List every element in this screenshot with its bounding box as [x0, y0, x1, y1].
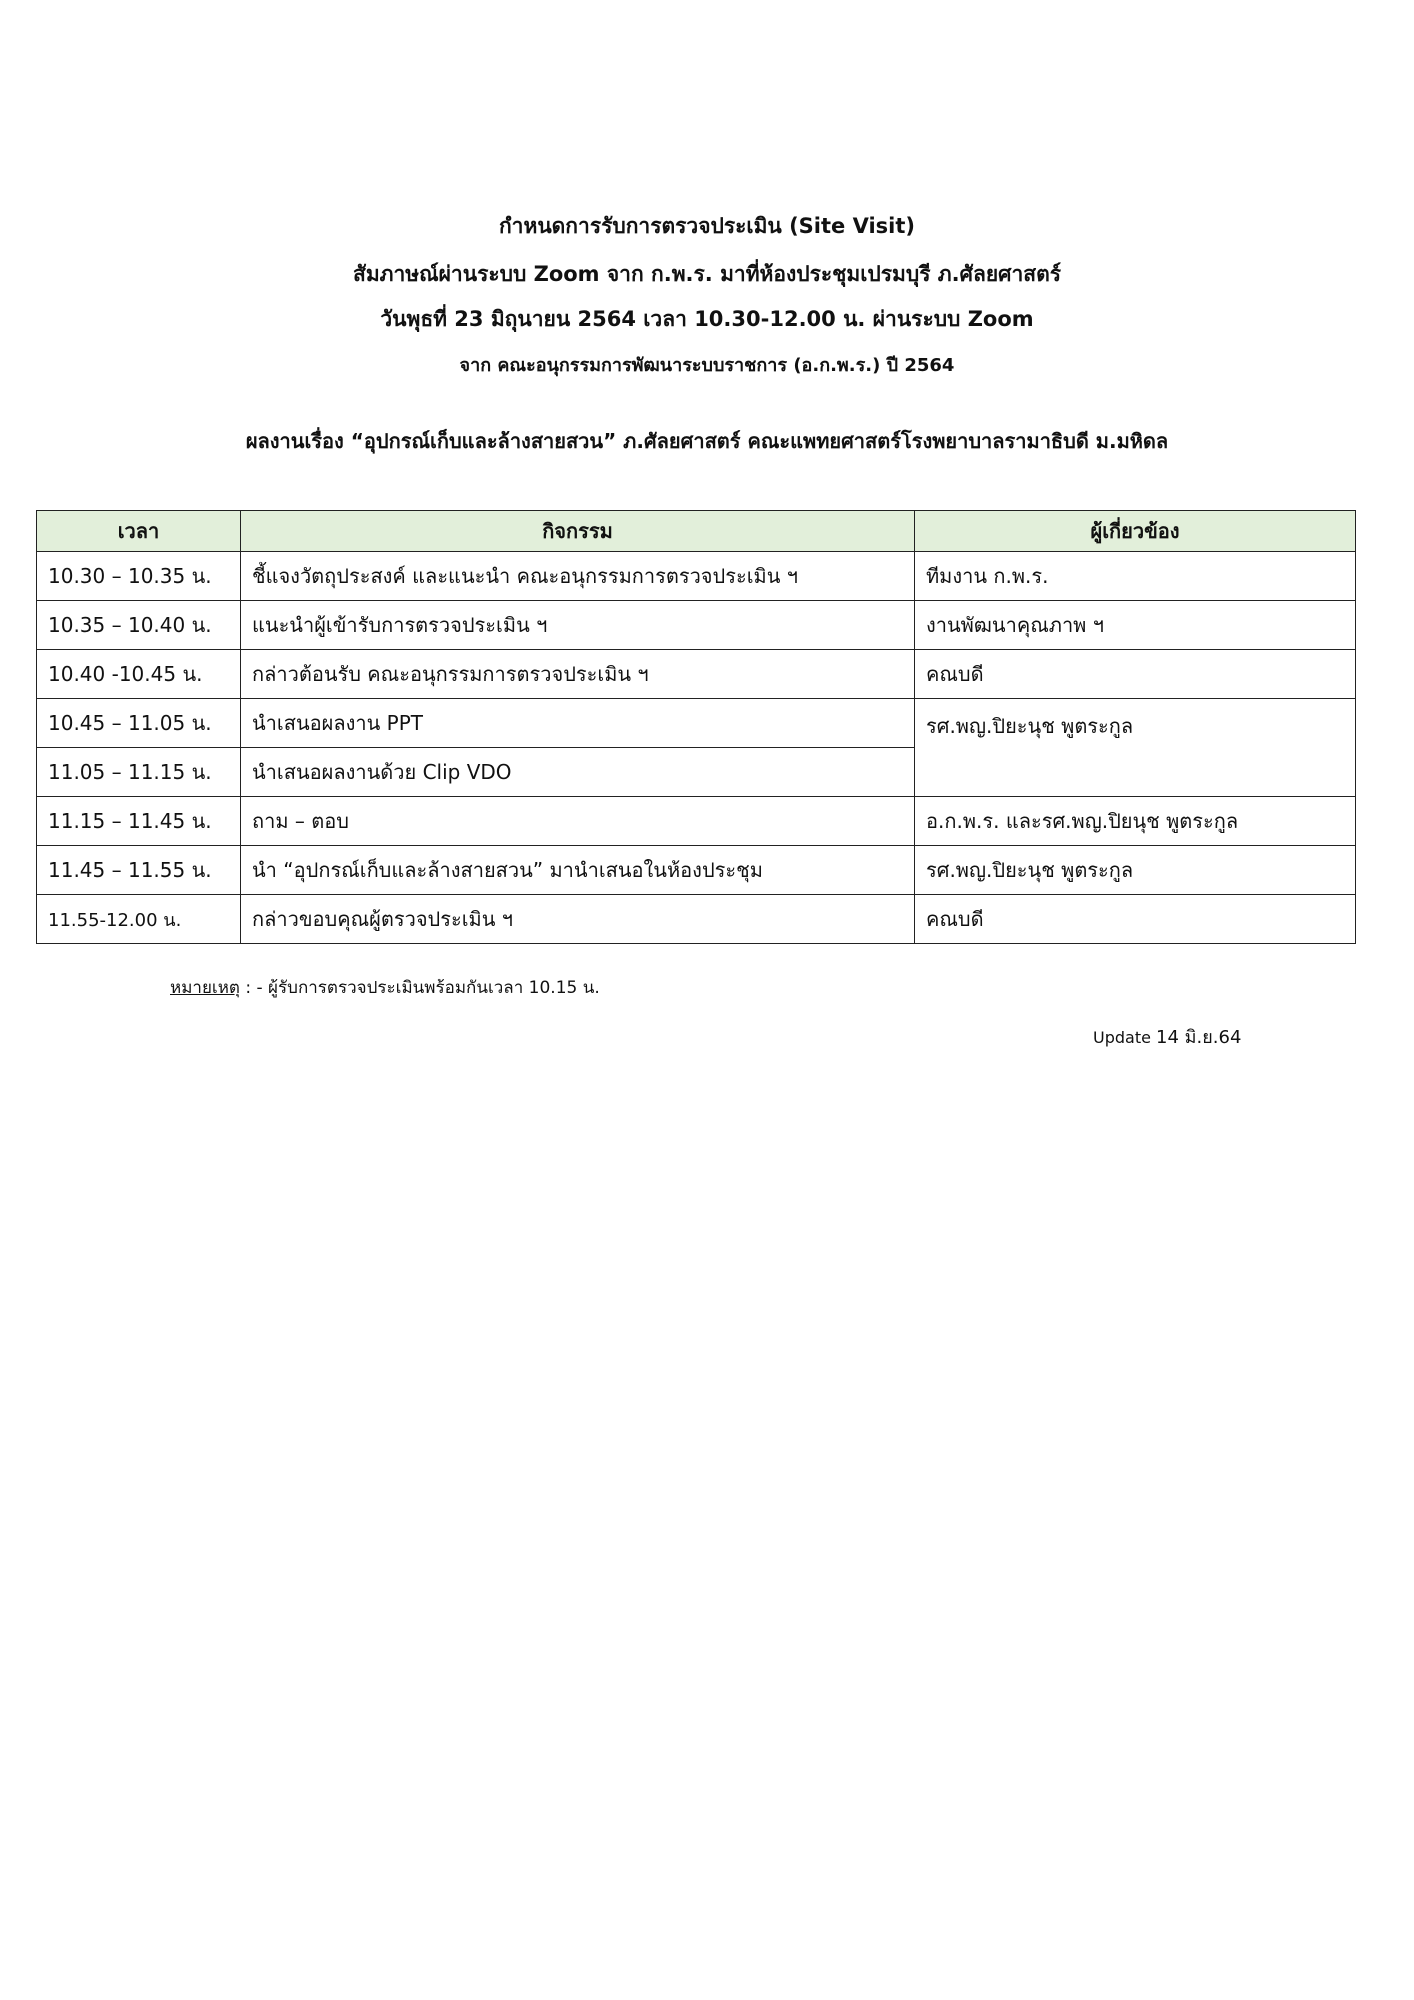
cell-activity: นำเสนอผลงานด้วย Clip VDO: [241, 748, 915, 797]
cell-activity: ถาม – ตอบ: [241, 797, 915, 846]
header-responsible: ผู้เกี่ยวข้อง: [915, 511, 1356, 552]
cell-activity: นำ “อุปกรณ์เก็บและล้างสายสวน” มานำเสนอในห้องประชุม: [241, 846, 915, 895]
schedule-table: [36, 510, 1356, 944]
update-date: 14 มิ.ย.64: [1156, 1027, 1242, 1048]
document-title: กำหนดการรับการตรวจประเมิน (Site Visit): [498, 214, 916, 238]
document-subtitle-committee: จาก คณะอนุกรรมการพัฒนาระบบราชการ (อ.ก.พ.ร.) ปี 2564: [459, 355, 955, 376]
table-row: [37, 650, 1356, 699]
remark-text: : - ผู้รับการตรวจประเมินพร้อมกันเวลา 10.15 น.: [239, 978, 600, 998]
cell-activity: ชี้แจงวัตถุประสงค์ และแนะนำ คณะอนุกรรมการตรวจประเมิน ฯ: [241, 552, 915, 601]
cell-time: 10.30 – 10.35 น.: [37, 552, 241, 601]
table-row: [37, 601, 1356, 650]
table-row: [37, 797, 1356, 846]
cell-responsible: ทีมงาน ก.พ.ร.: [915, 552, 1356, 601]
cell-time: 11.45 – 11.55 น.: [37, 846, 241, 895]
header-activity: กิจกรรม: [241, 511, 915, 552]
remark-note: [170, 974, 600, 1001]
table-row: [37, 846, 1356, 895]
cell-activity: แนะนำผู้เข้ารับการตรวจประเมิน ฯ: [241, 601, 915, 650]
cell-activity: นำเสนอผลงาน PPT: [241, 699, 915, 748]
table-header-row: [37, 511, 1356, 552]
document-subtitle-date: วันพุธที่ 23 มิถุนายน 2564 เวลา 10.30-12.00 น. ผ่านระบบ Zoom: [380, 307, 1034, 331]
header-time: เวลา: [37, 511, 241, 552]
update-stamp: [1093, 1022, 1241, 1051]
table-row: [37, 699, 1356, 748]
cell-time: 10.45 – 11.05 น.: [37, 699, 241, 748]
cell-time: 11.05 – 11.15 น.: [37, 748, 241, 797]
document-subtitle-interview: สัมภาษณ์ผ่านระบบ Zoom จาก ก.พ.ร. มาที่ห้องประชุมเปรมบุรี ภ.ศัลยศาสตร์: [353, 262, 1061, 286]
cell-responsible: งานพัฒนาคุณภาพ ฯ: [915, 601, 1356, 650]
cell-time: 11.15 – 11.45 น.: [37, 797, 241, 846]
cell-activity: กล่าวขอบคุณผู้ตรวจประเมิน ฯ: [241, 895, 915, 944]
project-title: ผลงานเรื่อง “อุปกรณ์เก็บและล้างสายสวน” ภ.ศัลยศาสตร์ คณะแพทยศาสตร์โรงพยาบาลรามาธิบดี ม.มหิดล: [245, 429, 1169, 453]
cell-time: 10.40 -10.45 น.: [37, 650, 241, 699]
cell-activity: กล่าวต้อนรับ คณะอนุกรรมการตรวจประเมิน ฯ: [241, 650, 915, 699]
cell-responsible: รศ.พญ.ปิยะนุช พูตระกูล: [915, 699, 1356, 797]
cell-time: 10.35 – 10.40 น.: [37, 601, 241, 650]
table-row: [37, 895, 1356, 944]
cell-responsible: อ.ก.พ.ร. และรศ.พญ.ปิยนุช พูตระกูล: [915, 797, 1356, 846]
table-row: [37, 552, 1356, 601]
cell-time: 11.55-12.00 น.: [37, 895, 241, 944]
cell-responsible: รศ.พญ.ปิยะนุช พูตระกูล: [915, 846, 1356, 895]
cell-responsible: คณบดี: [915, 650, 1356, 699]
remark-label: หมายเหตุ: [170, 978, 240, 998]
update-prefix: Update: [1093, 1028, 1157, 1047]
cell-responsible: คณบดี: [915, 895, 1356, 944]
